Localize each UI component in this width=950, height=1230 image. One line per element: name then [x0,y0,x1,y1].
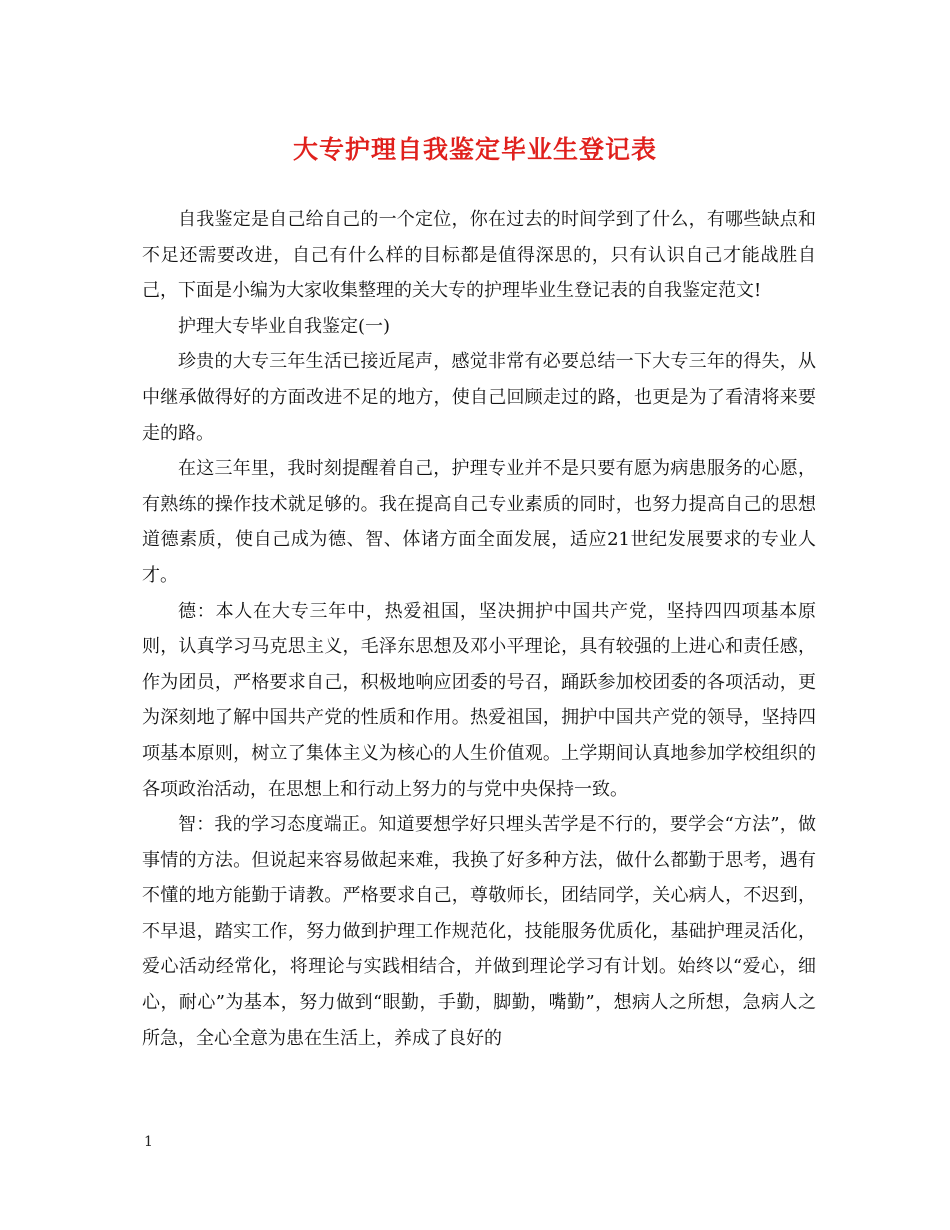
paragraph-intro: 自我鉴定是自己给自己的一个定位，你在过去的时间学到了什么，有哪些缺点和不足还需要改进，自己有什么样的目标都是值得深思的，只有认识自己才能战胜自己，下面是小编为大家收集整理的关大专的护理毕业生登记表的自我鉴定范文! [142,209,816,302]
paragraph-1: 珍贵的大专三年生活已接近尾声，感觉非常有必要总结一下大专三年的得失，从中继承做得好的方面改进不足的地方，使自己回顾走过的路，也更是为了看清将来要走的路。 [142,351,816,444]
document-title: 大专护理自我鉴定毕业生登记表 [292,135,657,164]
paragraph-moral: 德：本人在大专三年中，热爱祖国，坚决拥护中国共产党，坚持四四项基本原则，认真学习马克思主义，毛泽东思想及邓小平理论，具有较强的上进心和责任感，作为团员，严格要求自己，积极地响应团委的号召，踊跃参加校团委的各项活动，更为深刻地了解中国共产党的性质和作用。热爱祖国，拥护中国共产党的领导，坚持四项基本原则，树立了集体主义为核心的人生价值观。上学期间认真地参加学校组织的各项政治活动，在思想上和行动上努力的与党中央保持一致。 [142,600,816,800]
paragraph-2: 在这三年里，我时刻提醒着自己，护理专业并不是只要有愿为病患服务的心愿，有熟练的操作技术就足够的。我在提高自己专业素质的同时，也努力提高自己的思想道德素质，使自己成为德、智、体诸方面全面发展，适应21世纪发展要求的专业人才。 [142,458,816,586]
page-number: 1 [144,1134,153,1150]
section-heading: 护理大专毕业自我鉴定(一) [178,315,391,337]
document-body [142,202,816,1056]
paragraph-intellect: 智：我的学习态度端正。知道要想学好只埋头苦学是不行的，要学会“方法”，做事情的方法。但说起来容易做起来难，我换了好多种方法，做什么都勤于思考，遇有不懂的地方能勤于请教。严格要求自己，尊敬师长，团结同学，关心病人，不迟到，不早退，踏实工作，努力做到护理工作规范化，技能服务优质化，基础护理灵活化，爱心活动经常化，将理论与实践相结合，并做到理论学习有计划。始终以“爱心，细心，耐心”为基本，努力做到“眼勤，手勤，脚勤，嘴勤”，想病人之所想，急病人之所急，全心全意为患在生活上，养成了良好的 [142,814,816,1049]
